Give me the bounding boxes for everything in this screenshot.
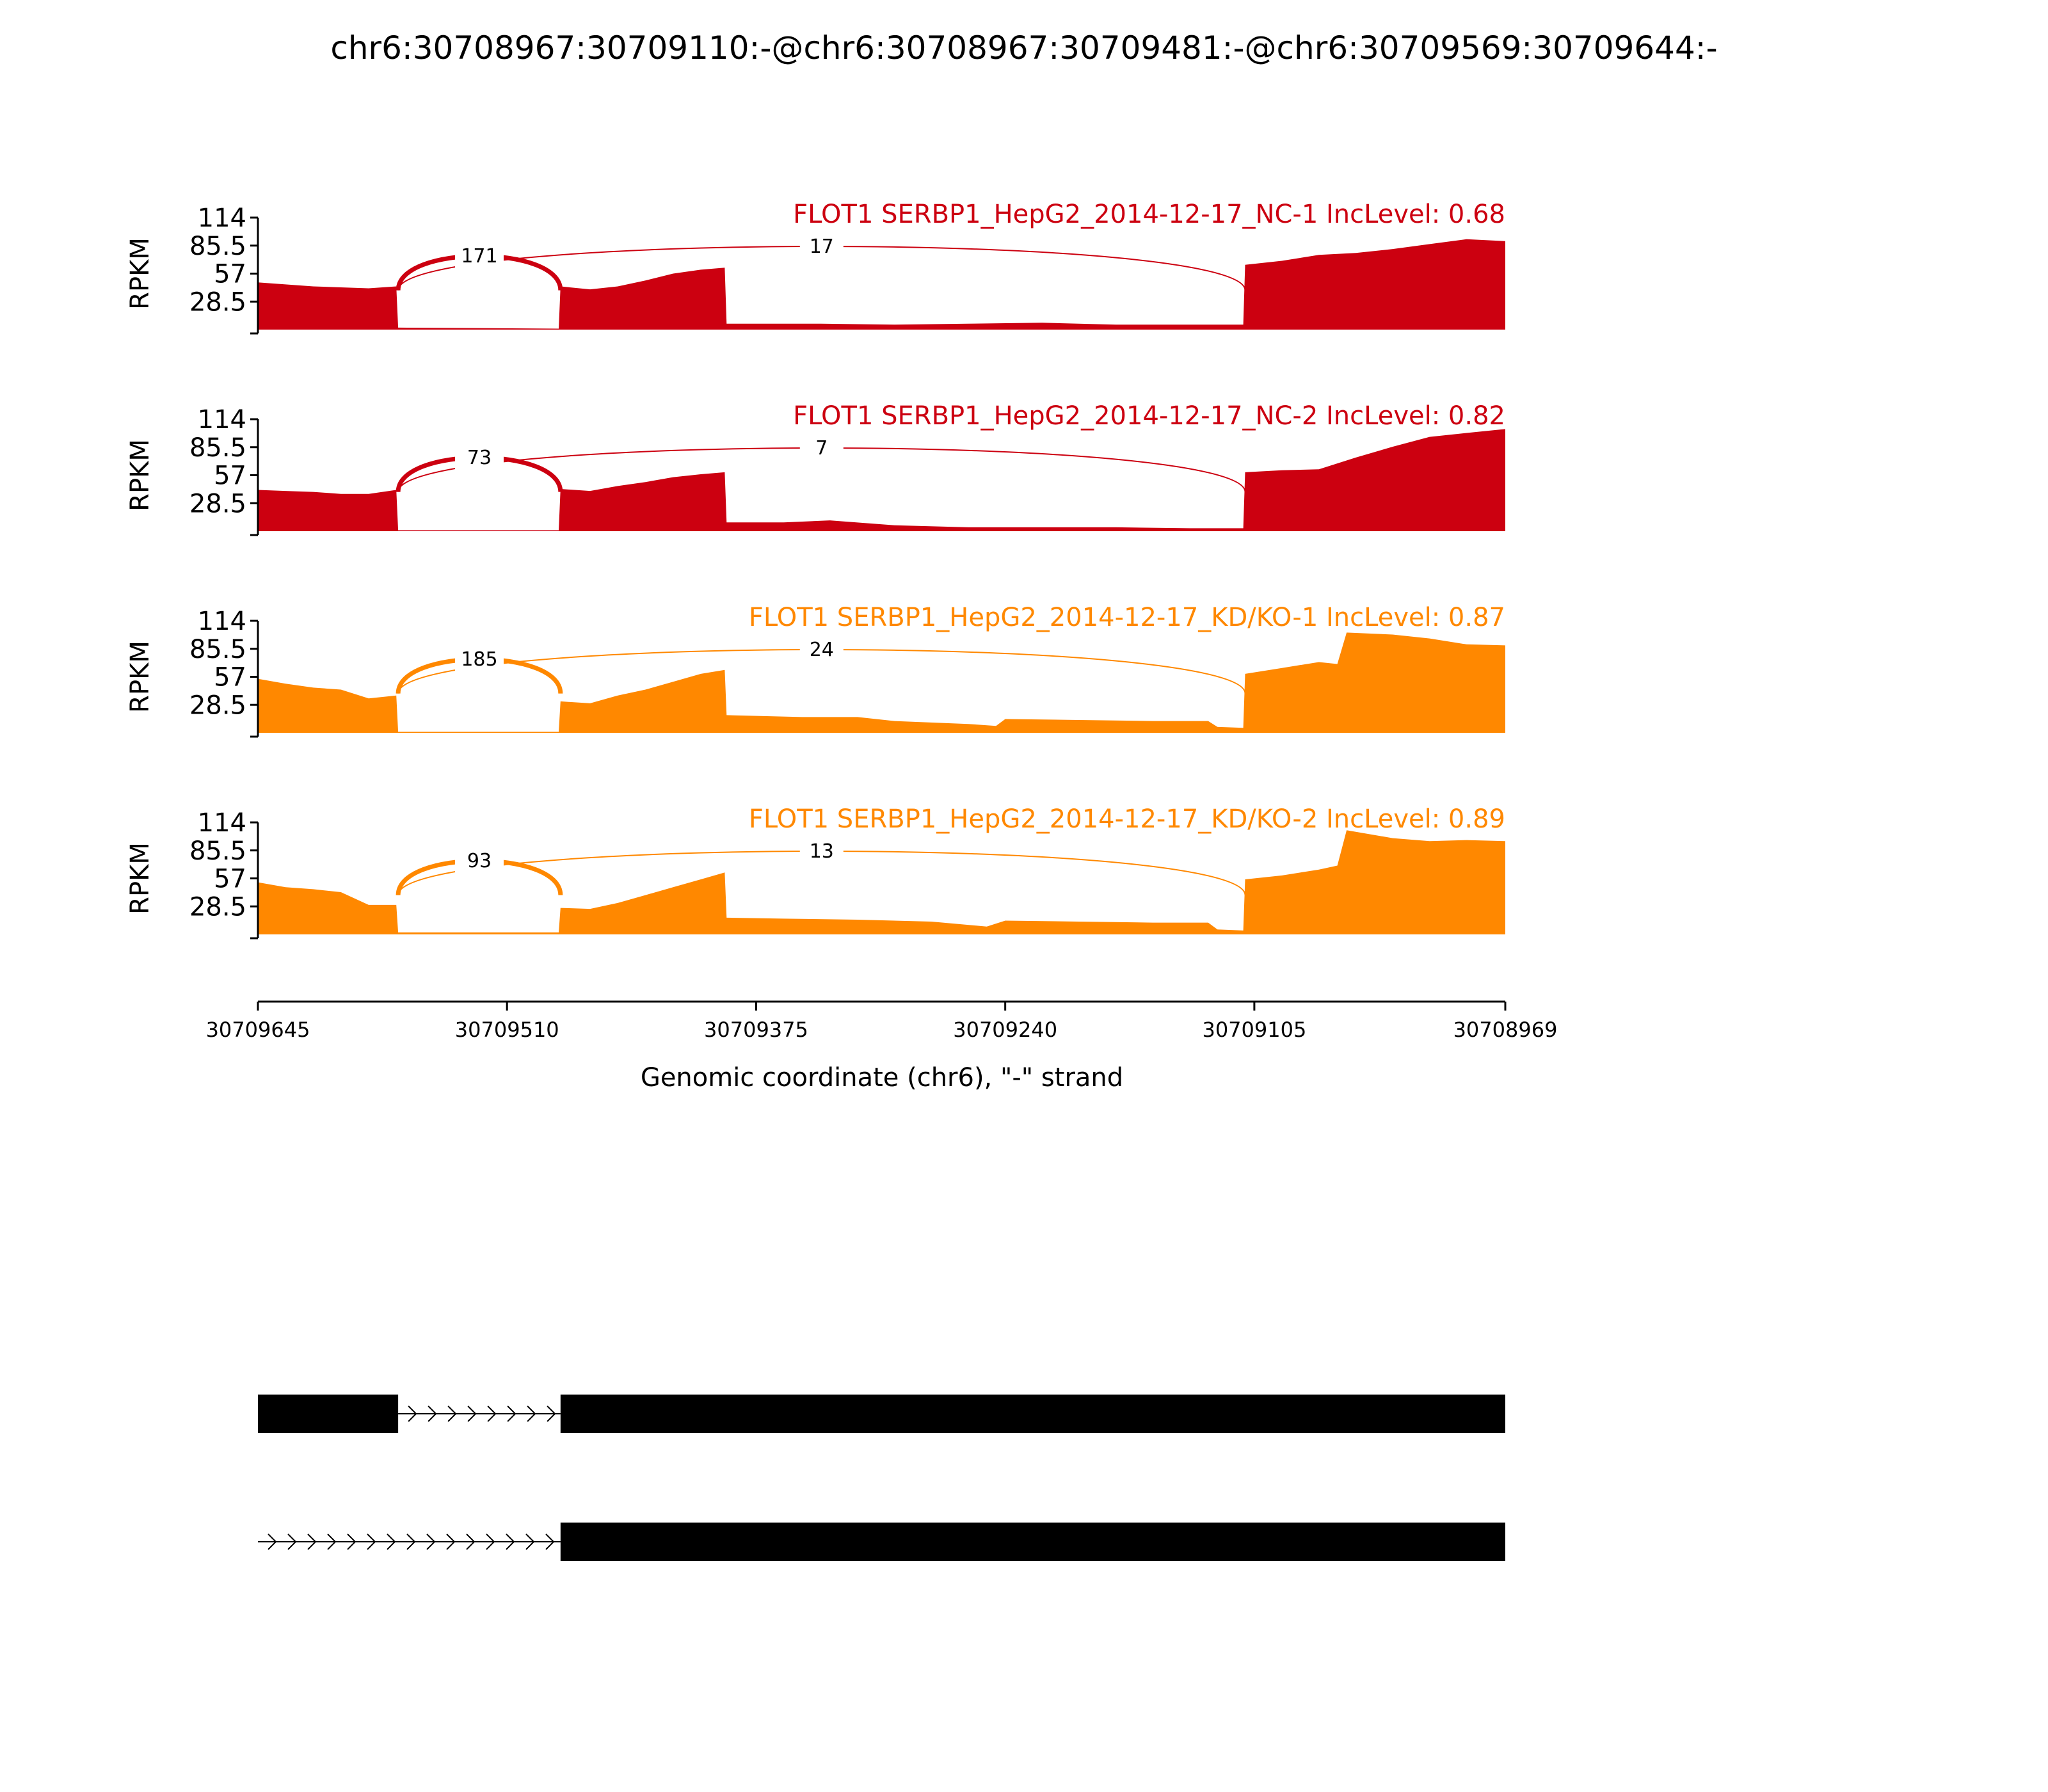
- y-tick-label: 114: [197, 204, 246, 233]
- y-tick-label: 85.5: [189, 433, 246, 463]
- x-tick-label: 30709645: [205, 1018, 310, 1042]
- coverage-panel: [125, 200, 1505, 333]
- y-tick-label: 57: [214, 259, 246, 289]
- x-axis-label: Genomic coordinate (chr6), "-" strand: [640, 1063, 1124, 1092]
- junction-label: 73: [467, 447, 492, 469]
- junction-label: 93: [467, 850, 492, 872]
- x-tick-label: 30709375: [704, 1018, 808, 1042]
- y-tick-label: 85.5: [189, 231, 246, 261]
- coverage-area: [258, 632, 1505, 733]
- coverage-area: [258, 830, 1505, 934]
- y-tick-label: 114: [197, 405, 246, 435]
- x-tick-label: 30709510: [454, 1018, 559, 1042]
- y-tick-label: 57: [214, 662, 246, 692]
- y-axis-label: RPKM: [125, 842, 155, 915]
- junction-label: 185: [461, 648, 498, 671]
- y-tick-label: 85.5: [189, 836, 246, 866]
- y-tick-label: 114: [197, 607, 246, 636]
- y-tick-label: 28.5: [189, 691, 246, 721]
- coverage-panel: [125, 804, 1505, 938]
- y-axis-label: RPKM: [125, 439, 155, 511]
- coverage-panel: [125, 401, 1505, 535]
- figure-title: chr6:30708967:30709110:-@chr6:30708967:30709481:-@chr6:30709569:30709644:-: [330, 29, 1718, 67]
- exon-block: [561, 1395, 1505, 1433]
- y-tick-label: 28.5: [189, 892, 246, 922]
- exon-block: [561, 1523, 1505, 1561]
- junction-label: 171: [461, 245, 498, 268]
- gene-model-track: [258, 1523, 1505, 1561]
- gene-model-track: [258, 1395, 1505, 1433]
- gene-models: [258, 1395, 1505, 1561]
- x-axis: [206, 1002, 1558, 1042]
- sample-title: FLOT1 SERBP1_HepG2_2014-12-17_NC-2 IncLevel: 0.82: [793, 401, 1505, 431]
- y-tick-label: 57: [214, 461, 246, 491]
- y-axis-label: RPKM: [125, 237, 155, 310]
- y-tick-label: 85.5: [189, 634, 246, 664]
- sample-title: FLOT1 SERBP1_HepG2_2014-12-17_NC-1 IncLevel: 0.68: [793, 200, 1505, 229]
- x-tick-label: 30709240: [953, 1018, 1058, 1042]
- y-axis-label: RPKM: [125, 641, 155, 713]
- sample-title: FLOT1 SERBP1_HepG2_2014-12-17_KD/KO-1 IncLevel: 0.87: [748, 603, 1505, 632]
- junction-label: 7: [815, 437, 828, 460]
- y-tick-label: 114: [197, 808, 246, 838]
- junction-label: 17: [809, 236, 834, 258]
- exon-block: [258, 1395, 398, 1433]
- junction-label: 13: [809, 840, 834, 863]
- coverage-panels: [125, 200, 1505, 938]
- y-tick-label: 57: [214, 864, 246, 894]
- coverage-area: [258, 429, 1505, 531]
- y-tick-label: 28.5: [189, 489, 246, 519]
- x-tick-label: 30709105: [1202, 1018, 1307, 1042]
- coverage-area: [258, 239, 1505, 330]
- coverage-panel: [125, 603, 1505, 737]
- y-tick-label: 28.5: [189, 287, 246, 317]
- sample-title: FLOT1 SERBP1_HepG2_2014-12-17_KD/KO-2 IncLevel: 0.89: [748, 804, 1505, 834]
- junction-label: 24: [809, 639, 834, 661]
- x-tick-label: 30708969: [1453, 1018, 1558, 1042]
